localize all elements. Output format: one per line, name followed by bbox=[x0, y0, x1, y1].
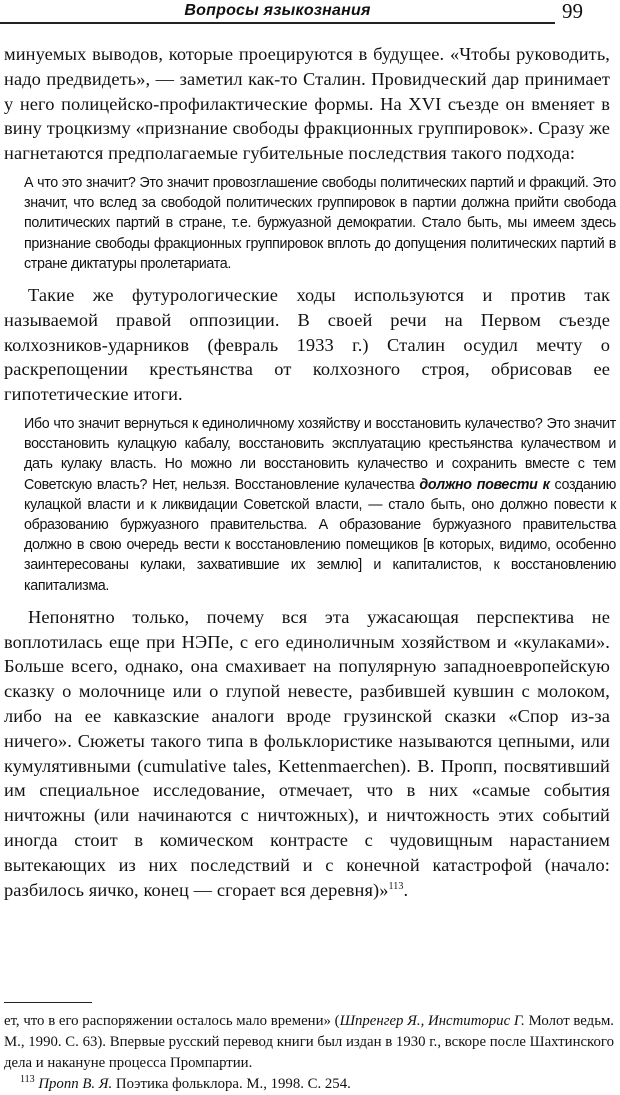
quote-2-part-b: созданию кулацкой власти и к ликвидации Советской власти, — стало быть, оно должно повести к образованию буржуазного правительства. А образование буржуазного правительства должно в свою очередь вести к восстановлению помещиков [в которых, видимо, особенно заинтересованы кулаки, захватившие их землю] и капиталистов, к восстановлению капитализма. bbox=[24, 476, 616, 594]
footnote-113 bbox=[0, 1074, 620, 1095]
footnote-113-author: Пропп В. Я. bbox=[38, 1076, 113, 1092]
page-body bbox=[0, 42, 620, 902]
footnotes bbox=[0, 1002, 620, 1095]
quote-2-part-a: Ибо что значит вернуться к единоличному хозяйству и восстановить кулачество? Это значит восстановить кулацкую кабалу, восстановить эксплуатацию крестьянства кулачеством и дать кулаку власть. Но можно ли восстановить кулачество и сохранить вместе с тем Советскую власть? Нет, нельзя. Восстановление кулачества bbox=[24, 415, 616, 493]
footnote-113-rest: Поэтика фольклора. М., 1998. С. 254. bbox=[112, 1076, 351, 1092]
paragraph-2: Такие же футурологические ходы используются и против так называемой правой оппозиции. В своей речи на Первом съезде колхозников-ударников (февраль 1933 г.) Сталин осудил мечту о раскрепощении крестьянства от колхозного строя, обрисовав ее гипотетические итоги. bbox=[4, 285, 610, 405]
footnote-continued-cite: Шпренгер Я., Инститорис Г. bbox=[339, 1013, 525, 1029]
footnote-rule bbox=[4, 1002, 92, 1003]
paragraph-3-text: Непонятно только, почему вся эта ужасающая перспектива не воплотилась еще при НЭПе, с его единоличным хозяйством и «кулаками». Больше всего, однако, она смахивает на популярную западноевропейскую сказку о молочнице или о глупой невесте, разбившей кувшин с молоком, либо на ее кавказские аналоги вроде грузинской сказки «Спор из-за ничего». Сюжеты такого типа в фольклористике называются цепными, или кумулятивными (cumulative tales, Kettenmaerchen). В. Пропп, посвятивший им специальное исследование, отмечает, что в них «самые события ничтожны (или начинаются с ничтожных), и ничтожность этих событий иногда стоит в комическом контрасте с чудовищным нарастанием вытекающих из них последствий и с конечной катастрофой (начало: разбилось яичко, конец — сгорает вся деревня)» bbox=[4, 606, 610, 900]
footnote-continued bbox=[0, 1011, 620, 1074]
footnote-ref-113[interactable]: 113 bbox=[388, 880, 404, 892]
paragraph-1: минуемых выводов, которые проецируются в будущее. «Чтобы руководить, надо предвидеть», — заметил как-то Сталин. Провидческий дар принимает у него полицейско-профилактические формы. На XVI съезде он вменяет в вину троцкизму «признание свободы фракционных группировок». Сразу же нагнетаются предполагаемые губительные последствия такого подхода: bbox=[4, 44, 610, 164]
paragraph-3-tail: . bbox=[403, 879, 409, 900]
running-header bbox=[0, 0, 620, 24]
footnote-continued-a: ет, что в его распоряжении осталось мало времени» ( bbox=[4, 1013, 340, 1029]
paragraph-3 bbox=[0, 605, 620, 903]
quote-2-emphasis: должно повести к bbox=[419, 476, 550, 493]
running-title: Вопросы языкознания bbox=[184, 2, 371, 19]
page-number: 99 bbox=[562, 0, 583, 23]
footnote-continued-b: Молот ведьм. М., 1990. С. 63). Впервые русский перевод книги был издан в 1930 г., вскоре после Шахтинского дела и накануне процесса Промпартии. bbox=[4, 1013, 615, 1071]
quote-1: А что это значит? Это значит провозглашение свободы политических партий и фракций. Это значит, что вслед за свободой политических группировок в партии должна прийти свобода политических партий в стране, т.е. буржуазной демократии. Стало быть, мы имеем здесь признание свободы фракционных группировок вплоть до допущения политических партий в стране диктатуры пролетариата. bbox=[24, 174, 616, 272]
quote-2 bbox=[0, 414, 620, 596]
footnote-113-number: 113 bbox=[20, 1074, 35, 1086]
